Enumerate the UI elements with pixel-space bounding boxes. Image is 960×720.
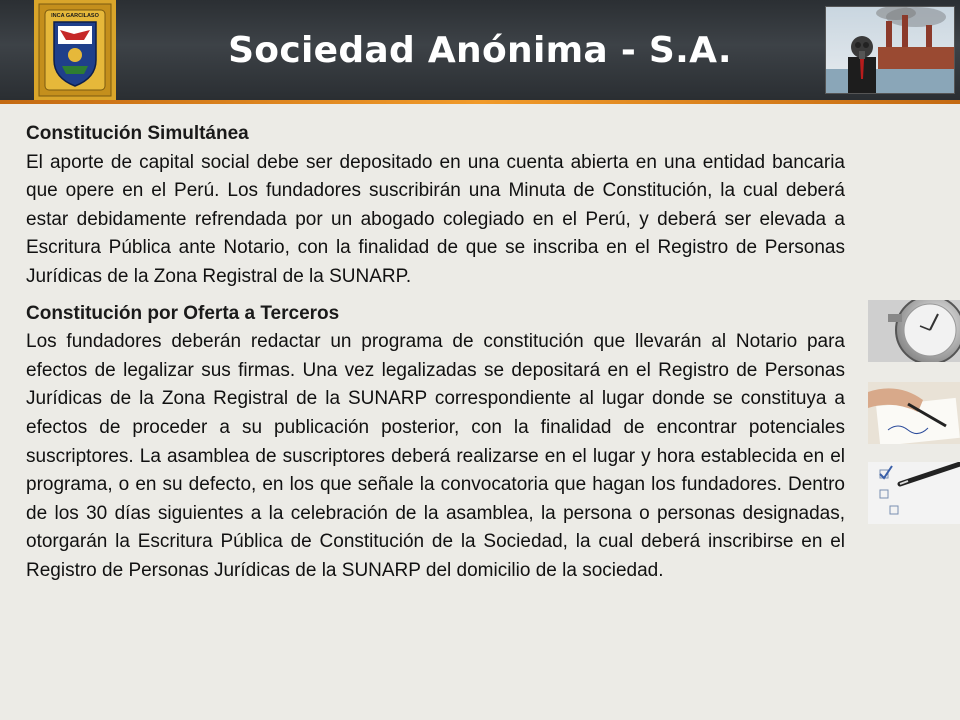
section-heading: Constitución por Oferta a Terceros (26, 302, 340, 324)
section-body: Los fundadores deberán redactar un programa de constitución que llevarán al Notario para efectos de legalizar sus firmas. Una vez legalizadas se depositará en el Registro de Personas Jurídicas de la Zona Registral de la SUNARP correspondiente al lugar donde se constituya a efectos de proceder a su publicación posterior, con la finalidad de encontrar potenciales suscriptores. La asamblea de suscriptores deberá realizarse en el lugar y hora establecida en el programa, o en su defecto, en los que señale la convocatoria que hagan los fundadores. Dentro de los 30 días siguientes a la celebración de la asamblea, la persona o personas designadas, otorgarán la Escritura Pública de Constitución de la Sociedad, la cual deberá inscribirse en el Registro de Personas Jurídicas de la SUNARP del domicilio de la sociedad. (26, 331, 845, 581)
header-accent-line (0, 100, 960, 104)
checklist-pen-photo (868, 462, 960, 524)
section-constitucion-oferta-terceros (26, 300, 845, 586)
crest-text-top: INCA GARCILASO (51, 13, 99, 19)
stopwatch-photo (868, 300, 960, 362)
section-body: El aporte de capital social debe ser depositado en una cuenta abierta en una entidad bancaria que opere en el Perú. Los fundadores suscribirán una Minuta de Constitución, la cual deberá estar debidamente refrendada por un abogado colegiado en el Perú, y deberá ser elevada a Escritura Pública ante Notario, con la finalidad de que se inscriba en el Registro de Personas Jurídicas de la Zona Registral de la SUNARP. (26, 151, 845, 287)
section-constitucion-simultanea (26, 120, 845, 292)
section-heading: Constitución Simultánea (26, 123, 249, 144)
main-content (26, 120, 845, 586)
businessman-factory-photo (825, 6, 955, 94)
signing-document-photo (868, 382, 960, 444)
university-crest-icon (34, 0, 116, 100)
page-title: Sociedad Anónima - S.A. (228, 30, 732, 71)
